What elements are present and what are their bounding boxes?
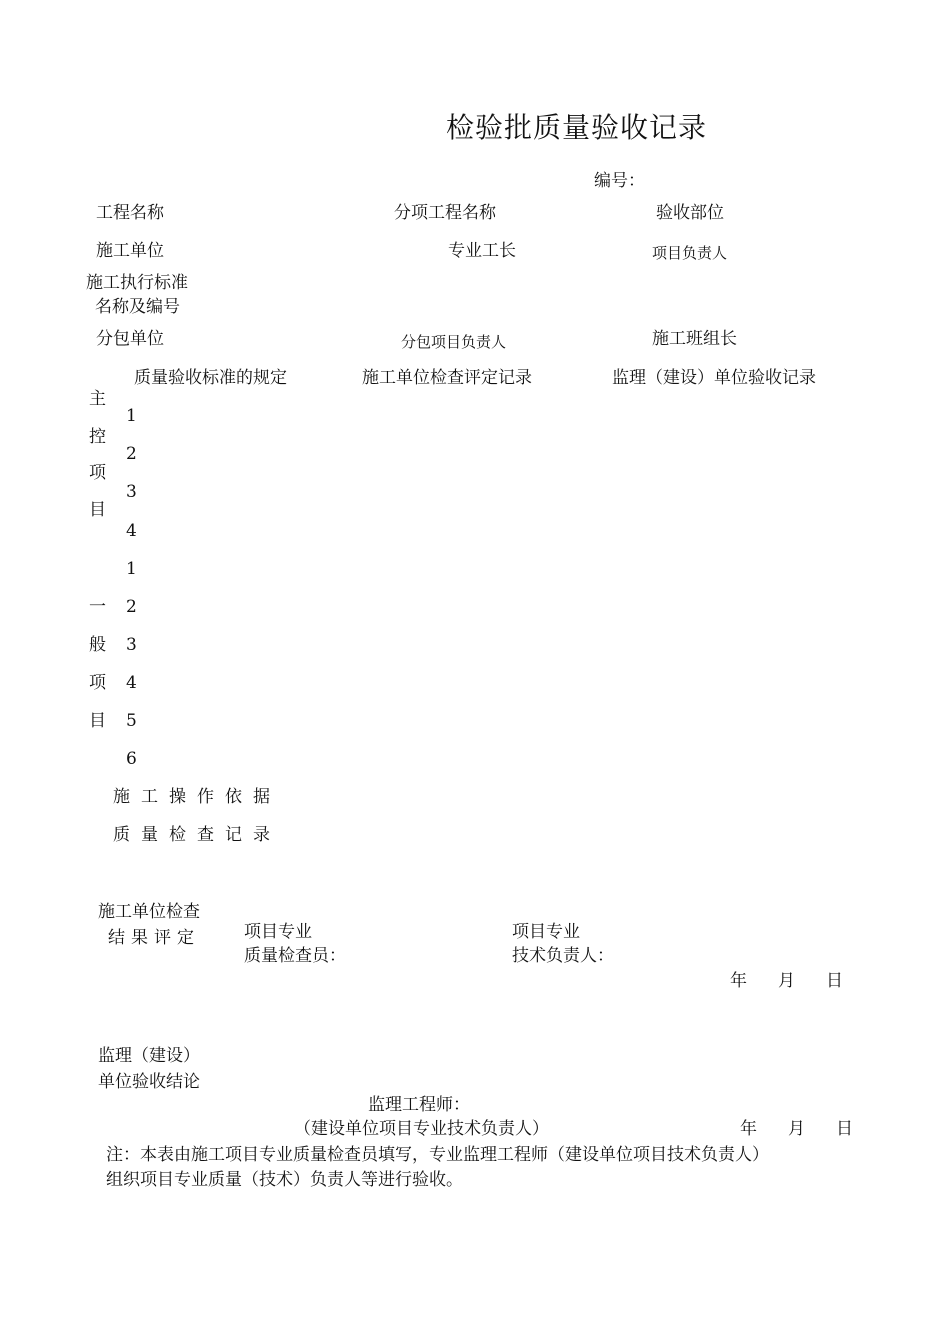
sub-item-name-label: 分项工程名称 <box>394 203 496 223</box>
main-control-item-number: 1 <box>126 406 137 426</box>
tech-lead-label-line2: 技术负责人： <box>512 946 614 966</box>
note-line2: 组织项目专业质量（技术）负责人等进行验收。 <box>106 1170 463 1190</box>
supervision-engineer-label: 监理工程师： <box>368 1095 470 1115</box>
main-control-label-char: 控 <box>89 427 106 447</box>
construction-result-label-line1: 施工单位检查 <box>98 902 200 922</box>
supervision-date-day: 日 <box>836 1119 853 1139</box>
main-control-label-char: 目 <box>89 500 106 520</box>
general-label-char: 一 <box>89 597 106 617</box>
supervision-date-month: 月 <box>788 1119 805 1139</box>
general-item-number: 2 <box>126 597 137 617</box>
general-item-number: 1 <box>126 559 137 579</box>
general-label-char: 项 <box>89 673 106 693</box>
construction-date-month: 月 <box>778 971 795 991</box>
general-item-number: 4 <box>126 673 137 693</box>
main-control-item-number: 4 <box>126 521 137 541</box>
main-control-item-number: 3 <box>126 482 137 502</box>
team-leader-label: 施工班组长 <box>652 329 737 349</box>
column-supervision-check: 监理（建设）单位验收记录 <box>612 368 816 388</box>
column-construction-check: 施工单位检查评定记录 <box>362 368 532 388</box>
standard-label-line2: 名称及编号 <box>95 297 180 317</box>
standard-label-line1: 施工执行标准 <box>86 273 188 293</box>
general-label-char: 般 <box>89 635 106 655</box>
inspector-label-line1: 项目专业 <box>244 922 312 942</box>
supervision-date-year: 年 <box>740 1119 757 1139</box>
operation-basis-label: 施工操作依据 <box>113 787 281 807</box>
general-item-number: 6 <box>126 749 137 769</box>
quality-record-label: 质量检查记录 <box>113 825 281 845</box>
project-name-label: 工程名称 <box>96 203 164 223</box>
column-standard: 质量验收标准的规定 <box>134 368 287 388</box>
construction-unit-label: 施工单位 <box>96 241 164 261</box>
number-label: 编号： <box>594 171 645 191</box>
main-control-item-number: 2 <box>126 444 137 464</box>
project-manager-label: 项目负责人 <box>652 244 728 262</box>
main-control-label-char: 主 <box>89 389 106 409</box>
general-label-char: 目 <box>89 711 106 731</box>
construction-result-label-line2: 结果评定 <box>108 928 200 948</box>
subcontract-manager-label: 分包项目负责人 <box>401 333 507 351</box>
owner-representative-label: （建设单位项目专业技术负责人） <box>294 1119 549 1139</box>
general-item-number: 5 <box>126 711 137 731</box>
supervision-result-label-line1: 监理（建设） <box>98 1046 200 1066</box>
page-title: 检验批质量验收记录 <box>446 111 708 144</box>
professional-foreman-label: 专业工长 <box>448 241 516 261</box>
note-line1: 注：本表由施工项目专业质量检查员填写，专业监理工程师（建设单位项目技术负责人） <box>106 1145 769 1165</box>
construction-date-day: 日 <box>826 971 843 991</box>
construction-date-year: 年 <box>730 971 747 991</box>
main-control-label-char: 项 <box>89 463 106 483</box>
supervision-result-label-line2: 单位验收结论 <box>98 1072 200 1092</box>
tech-lead-label-line1: 项目专业 <box>512 922 580 942</box>
general-item-number: 3 <box>126 635 137 655</box>
inspector-label-line2: 质量检查员： <box>244 946 346 966</box>
acceptance-part-label: 验收部位 <box>656 203 724 223</box>
subcontract-unit-label: 分包单位 <box>96 329 164 349</box>
